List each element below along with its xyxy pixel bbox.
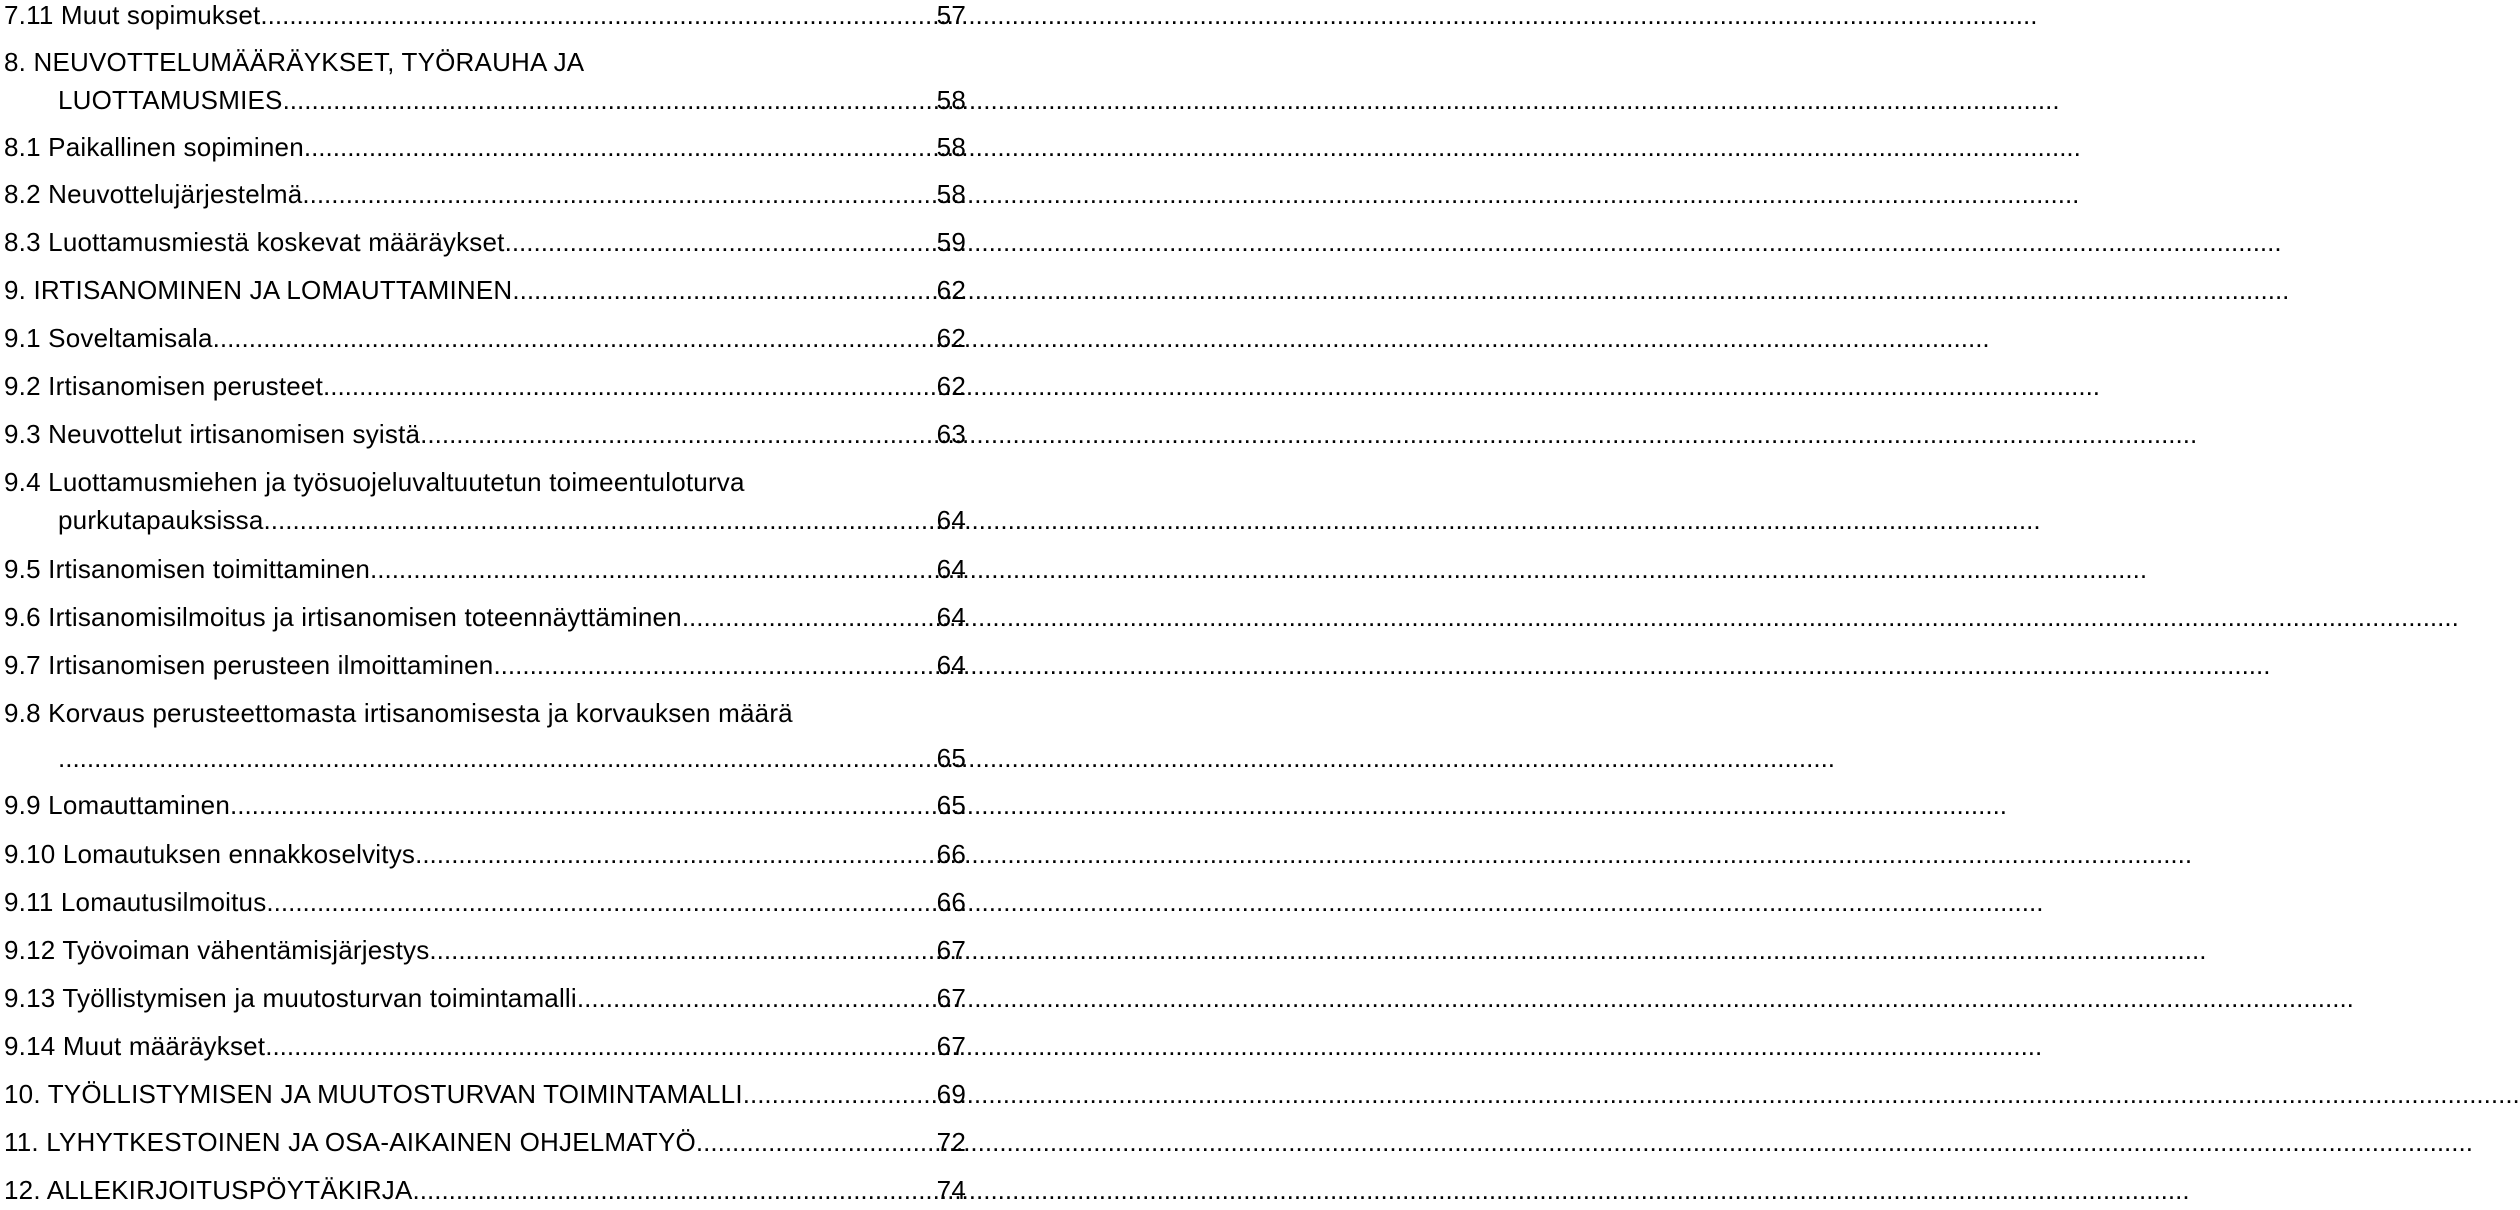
- toc-entry-page: 57: [936, 0, 966, 30]
- toc-entry-title: 9. IRTISANOMINEN JA LOMAUTTAMINEN: [4, 275, 513, 305]
- toc-entry-9-11[interactable]: [4, 882, 966, 922]
- toc-entry-title: 12. ALLEKIRJOITUSPÖYTÄKIRJA: [4, 1175, 413, 1205]
- toc-entry-9-14[interactable]: [4, 1026, 966, 1066]
- leader-dots: [230, 785, 936, 825]
- toc-entry-9-4[interactable]: [4, 462, 966, 502]
- leader-dots: [512, 270, 935, 310]
- toc-entry-page: 74: [936, 1175, 966, 1205]
- toc-entry-page: 65: [936, 790, 966, 820]
- toc-entry-page: 62: [936, 275, 966, 305]
- leader-dots: [413, 1170, 936, 1210]
- toc-entry-9-8-cont[interactable]: [58, 738, 966, 778]
- toc-entry-title: 9.6 Irtisanomisilmoitus ja irtisanomisen toteennäyttäminen: [4, 602, 682, 632]
- leader-dots: [213, 318, 936, 358]
- toc-entry-title: 7.11 Muut sopimukset: [4, 0, 261, 30]
- toc-entry-page: 72: [936, 1127, 966, 1157]
- toc-entry-page: 64: [936, 602, 966, 632]
- leader-dots: [577, 978, 936, 1018]
- toc-entry-title: 10. TYÖLLISTYMISEN JA MUUTOSTURVAN TOIMINTAMALLI: [4, 1079, 743, 1109]
- toc-entry-page: 66: [936, 887, 966, 917]
- toc-entry-page: 58: [936, 85, 966, 115]
- leader-dots: [493, 645, 935, 685]
- toc-entry-page: 62: [936, 323, 966, 353]
- toc-entry-title: 11. LYHYTKESTOINEN JA OSA-AIKAINEN OHJELMATYÖ: [4, 1127, 696, 1157]
- toc-entry-page: 62: [936, 371, 966, 401]
- toc-entry-9-1[interactable]: [4, 318, 966, 358]
- leader-dots: [429, 930, 935, 970]
- leader-dots: [283, 80, 936, 120]
- leader-dots: [323, 366, 936, 406]
- leader-dots: [266, 882, 935, 922]
- toc-entry-page: 67: [936, 935, 966, 965]
- toc-entry-9-8[interactable]: [4, 693, 966, 733]
- toc-entry-9-13[interactable]: [4, 978, 966, 1018]
- toc-entry-title: 9.13 Työllistymisen ja muutosturvan toimintamalli: [4, 983, 577, 1013]
- toc-entry-page: 67: [936, 983, 966, 1013]
- leader-dots: [370, 549, 936, 589]
- toc-entry-title: 9.8 Korvaus perusteettomasta irtisanomisesta ja korvauksen määrä: [4, 698, 793, 728]
- toc-entry-title: LUOTTAMUSMIES: [58, 85, 283, 115]
- toc-entry-title: 9.3 Neuvottelut irtisanomisen syistä: [4, 419, 421, 449]
- toc-entry-9-10[interactable]: [4, 834, 966, 874]
- toc-entry-9-12[interactable]: [4, 930, 966, 970]
- toc-entry-title: 9.9 Lomauttaminen: [4, 790, 230, 820]
- toc-entry-page: 58: [936, 132, 966, 162]
- toc-entry-8-3[interactable]: [4, 222, 966, 262]
- toc-entry-page: 63: [936, 419, 966, 449]
- toc-entry-9-5[interactable]: [4, 549, 966, 589]
- leader-dots: [260, 0, 935, 35]
- toc-entry-title: 9.5 Irtisanomisen toimittaminen: [4, 554, 371, 584]
- toc-entry-10[interactable]: [4, 1074, 966, 1114]
- toc-entry-7-11[interactable]: [4, 0, 966, 35]
- toc-entry-title: 9.14 Muut määräykset: [4, 1031, 266, 1061]
- toc-entry-page: 64: [936, 650, 966, 680]
- toc-entry-9-9[interactable]: [4, 785, 966, 825]
- toc-entry-8-cont[interactable]: [58, 80, 966, 120]
- toc-entry-title: 9.4 Luottamusmiehen ja työsuojeluvaltuutetun toimeentuloturva: [4, 467, 745, 497]
- toc-entry-page: 69: [936, 1079, 966, 1109]
- toc-entry-title: 9.2 Irtisanomisen perusteet: [4, 371, 324, 401]
- toc-entry-title: 9.7 Irtisanomisen perusteen ilmoittaminen: [4, 650, 494, 680]
- toc-entry-title: 8.2 Neuvottelujärjestelmä: [4, 179, 303, 209]
- toc-entry-page: 59: [936, 227, 966, 257]
- leader-dots: [264, 500, 936, 540]
- toc-entry-title: 9.12 Työvoiman vähentämisjärjestys: [4, 935, 430, 965]
- toc-entry-page: 65: [936, 743, 966, 773]
- toc-entry-12[interactable]: [4, 1170, 966, 1210]
- toc-entry-title: 9.10 Lomautuksen ennakkoselvitys: [4, 839, 416, 869]
- toc-entry-title: 9.1 Soveltamisala: [4, 323, 213, 353]
- leader-dots: [743, 1074, 936, 1114]
- toc-entry-11[interactable]: [4, 1122, 966, 1162]
- leader-dots: [304, 127, 936, 167]
- leader-dots: [415, 834, 936, 874]
- toc-entry-9-7[interactable]: [4, 645, 966, 685]
- toc-entry-9-3[interactable]: [4, 414, 966, 454]
- toc-entry-title: 9.11 Lomautusilmoitus: [4, 887, 267, 917]
- toc-entry-page: 64: [936, 554, 966, 584]
- leader-dots: [505, 222, 936, 262]
- toc-entry-page: 66: [936, 839, 966, 869]
- toc-entry-title: purkutapauksissa: [58, 505, 264, 535]
- toc-entry-8[interactable]: [4, 42, 966, 82]
- toc-entry-9-6[interactable]: [4, 597, 966, 637]
- toc-entry-page: 58: [936, 179, 966, 209]
- toc-entry-9-2[interactable]: [4, 366, 966, 406]
- leader-dots: [58, 738, 936, 778]
- toc-entry-page: 64: [936, 505, 966, 535]
- leader-dots: [682, 597, 936, 637]
- toc-entry-9[interactable]: [4, 270, 966, 310]
- toc-entry-title: 8.3 Luottamusmiestä koskevat määräykset: [4, 227, 505, 257]
- toc-entry-8-1[interactable]: [4, 127, 966, 167]
- toc-entry-title: 8.1 Paikallinen sopiminen: [4, 132, 304, 162]
- leader-dots: [420, 414, 936, 454]
- toc-entry-8-2[interactable]: [4, 174, 966, 214]
- leader-dots: [265, 1026, 935, 1066]
- toc-entry-9-4-cont[interactable]: [58, 500, 966, 540]
- leader-dots: [696, 1122, 936, 1162]
- toc-entry-title: 8. NEUVOTTELUMÄÄRÄYKSET, TYÖRAUHA JA: [4, 47, 585, 77]
- toc-entry-page: 67: [936, 1031, 966, 1061]
- leader-dots: [302, 174, 935, 214]
